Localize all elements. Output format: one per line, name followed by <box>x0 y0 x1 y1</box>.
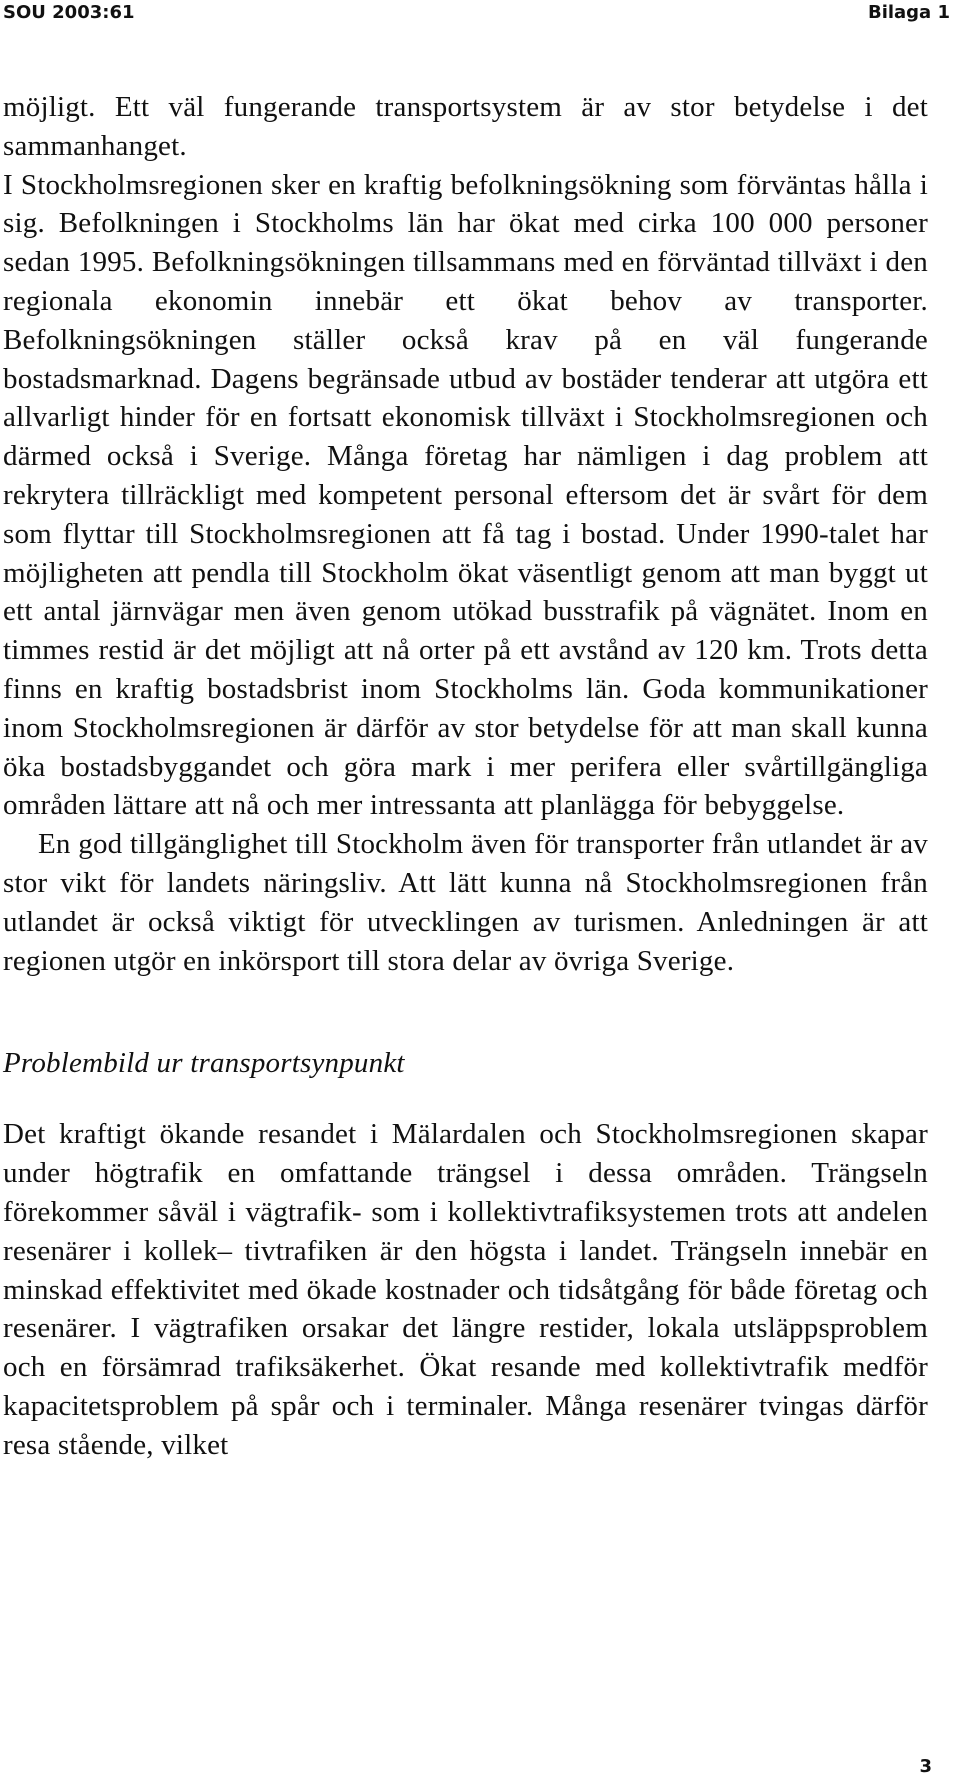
paragraph-population: I Stockholmsregionen sker en kraftig befolkningsökning som förväntas hålla i sig. Befolkningen i Stockholms län har ökat med cirka 100 000 personer sedan 1995. Befolkningsökningen tillsammans med en förväntad tillväxt i den regionala ekonomin innebär ett ökat behov av transporter. Befolkningsökningen ställer också krav på en väl fungerande bostadsmarknad. Dagens begränsade utbud av bostäder tenderar att utgöra ett allvarligt hinder för en fortsatt ekonomisk tillväxt i Stockholmsregionen och därmed också i Sverige. Många företag har nämligen i dag problem att rekrytera tillräckligt med kompetent personal eftersom det är svårt för dem som flyttar till Stockholmsregionen att få tag i bostad. Under 1990-talet har möjligheten att pendla till Stockholm ökat väsentligt genom att man byggt ut ett antal järnvägar men även genom utökad busstrafik på vägnätet. Inom en timmes restid är det möjligt att nå orter på ett avstånd av 120 km. Trots detta finns en kraftig bostadsbrist inom Stockholms län. Goda kommunikationer inom Stockholmsregionen är därför av stor betydelse för att man skall kunna öka bostadsbyggandet och göra mark i mer perifera eller svårtillgängliga områden lättare att nå och mer intressanta att planlägga för bebyggelse. <box>3 168 928 822</box>
paragraph-accessibility: En god tillgänglighet till Stockholm även för transporter från utlandet är av stor vikt för landets näringsliv. Att lätt kunna nå Stockholmsregionen från utlandet är också viktigt för utvecklingen av turismen. Anledningen är att regionen utgör en inkörsport till stora delar av övriga Sverige. <box>3 828 928 977</box>
section-heading: Problembild ur transportsynpunkt <box>3 1047 405 1080</box>
paragraph-continued: möjligt. Ett väl fungerande transportsystem är av stor betydelse i det sammanhanget. <box>3 91 928 162</box>
report-reference: SOU 2003:61 <box>3 2 135 23</box>
appendix-label: Bilaga 1 <box>867 2 950 23</box>
running-header <box>0 0 960 30</box>
page-number: 3 <box>919 1756 932 1777</box>
page-body <box>3 88 928 1465</box>
paragraph-congestion: Det kraftigt ökande resandet i Mälardalen och Stockholmsregionen skapar under högtrafik en omfattande trängsel i dessa områden. Trängseln förekommer såväl i vägtrafik- som i kollektivtrafiksystemen trots att andelen resenärer i kollek– tivtrafiken är den högsta i landet. Trängseln innebär en minskad effektivitet med ökade kostnader och tidsåtgång för både företag och resenärer. I vägtrafiken orsakar det längre restider, lokala utsläppsproblem och en försämrad trafiksäkerhet. Ökat resande med kollektivtrafik medför kapacitetsproblem på spår och i terminaler. Många resenärer tvingas därför resa stående, vilket <box>3 1118 928 1461</box>
